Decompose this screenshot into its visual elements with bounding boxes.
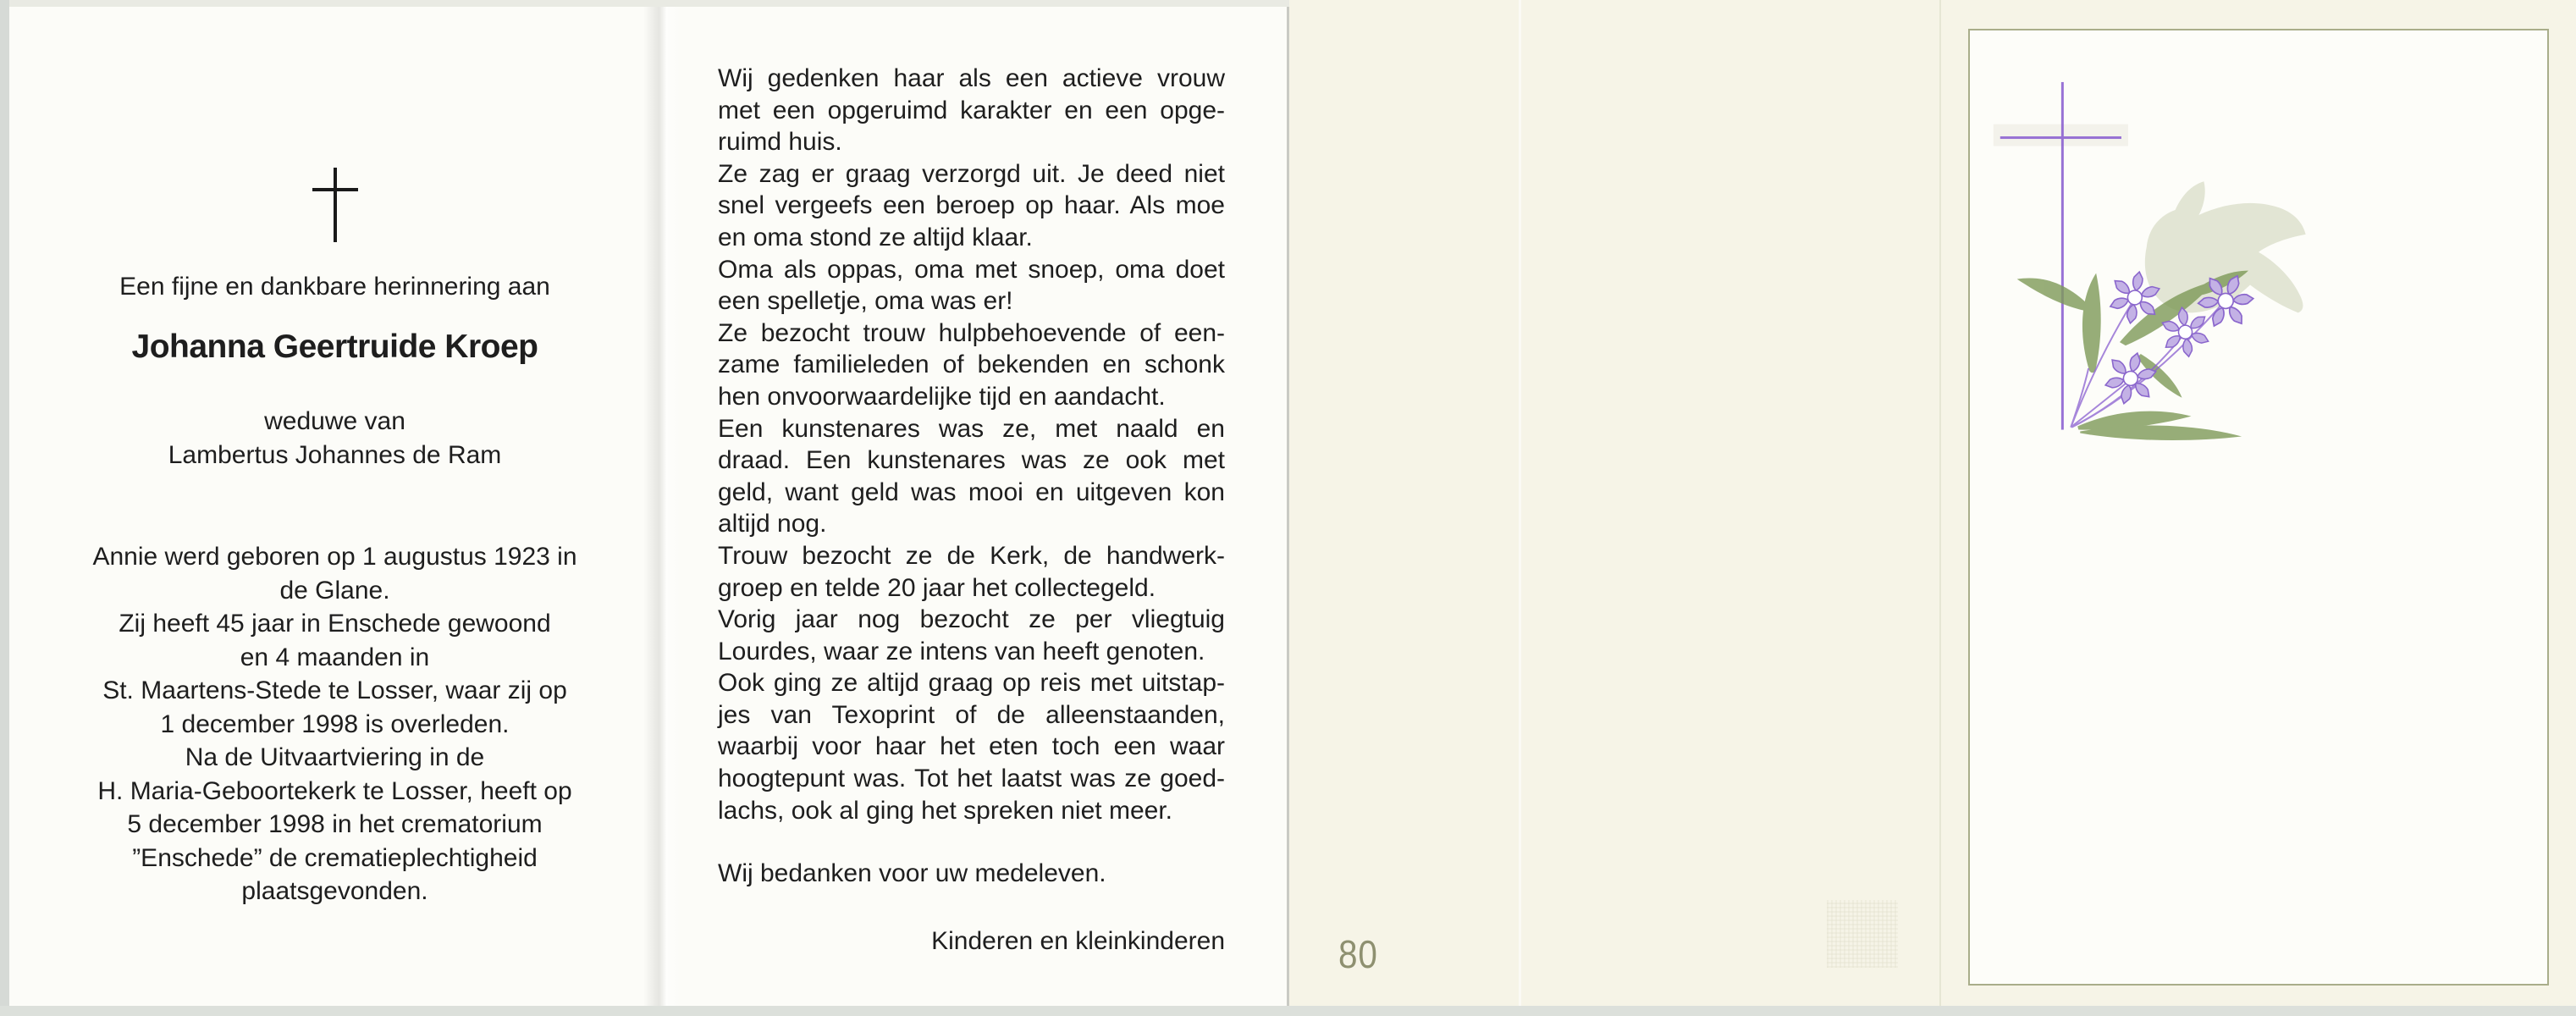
text-line: Ze bezocht trouw hulpbehoevende of een- [718, 318, 1225, 347]
paragraph [718, 63, 1225, 158]
text-line: hoogtepunt was. Tot het laatst was ze goed- [718, 765, 1225, 793]
text-line: ruimd huis. [718, 128, 842, 157]
text-line: Oma als oppas, oma met snoep, oma doet [718, 255, 1225, 284]
text-line: groep en telde 20 jaar het collectegeld. [718, 573, 1156, 602]
biography-text [9, 540, 660, 908]
text-line: jes van Texoprint of de alleenstaanden, [718, 700, 1225, 729]
memorial-text [718, 63, 1225, 957]
closing-line: Wij bedanken voor uw medeleven. [718, 859, 1106, 888]
print-smudge [1994, 124, 2128, 146]
cross-icon [308, 168, 362, 242]
intro-line: Een fijne en dankbare herinnering aan [119, 273, 550, 301]
text-line: Een kunstenares was ze, met naald en [718, 414, 1225, 443]
paragraph [718, 318, 1225, 413]
text-line: ”Enschede” de crematieplechtigheid [132, 843, 538, 872]
front-cover-panel [1968, 29, 2549, 986]
text-line: 1 december 1998 is overleden. [160, 710, 510, 738]
text-line: waarbij voor haar het eten toch een waar [718, 732, 1225, 761]
text-line: Ook ging ze altijd graag op reis met uitstap- [718, 669, 1225, 698]
paragraph [718, 413, 1225, 540]
memorial-paragraphs [718, 63, 1225, 826]
text-line: H. Maria-Geboortekerk te Losser, heeft op [97, 776, 572, 805]
signature-line: Kinderen en kleinkinderen [931, 926, 1225, 955]
text-line: 5 december 1998 in het crematorium [127, 810, 543, 838]
text-line: Lourdes, waar ze intens van heeft genoten. [718, 637, 1205, 665]
paragraph [718, 254, 1225, 318]
flower-icon [2099, 347, 2161, 411]
paragraph [718, 667, 1225, 826]
text-line: Wij gedenken haar als een actieve vrouw [718, 64, 1225, 92]
text-line: lachs, ook al ging het spreken niet meer. [718, 796, 1172, 825]
card-fold-seam [643, 7, 681, 1009]
scan-edge-top [0, 0, 1289, 7]
text-line: Lambertus Johannes de Ram [168, 441, 502, 469]
text-line: Na de Uitvaartviering in de [185, 743, 485, 771]
paragraph [718, 540, 1225, 604]
paragraph [718, 158, 1225, 254]
fold-crease [1519, 0, 1521, 1006]
embossed-stamp [1827, 900, 1898, 968]
text-line: zame familieleden of bekenden en schonk [718, 351, 1225, 379]
text-line: Zij heeft 45 jaar in Enschede gewoond [119, 610, 551, 638]
left-inner-page [9, 7, 660, 1009]
page-edge-line [1287, 3, 1289, 1013]
deceased-name: Johanna Geertruide Kroep [131, 329, 538, 365]
text-line: een spelletje, oma was er! [718, 287, 1013, 316]
fold-crease [1939, 0, 1941, 1006]
text-line: de Glane. [279, 576, 390, 605]
text-line: hen onvoorwaardelijke tijd en aandacht. [718, 382, 1166, 411]
text-line: met een opgeruimd karakter en een opge- [718, 96, 1225, 124]
scan-edge-bottom [0, 1006, 2576, 1016]
text-line: Annie werd geboren op 1 augustus 1923 in [92, 543, 577, 571]
text-line: draad. Een kunstenares was ze ook met [718, 446, 1225, 475]
text-line: Trouw bezocht ze de Kerk, de handwerk- [718, 541, 1225, 570]
text-line: en oma stond ze altijd klaar. [718, 223, 1033, 251]
relation-lines [9, 405, 660, 472]
right-inner-page [660, 7, 1289, 1009]
cross-vertical-bar [334, 168, 337, 242]
text-line: Ze zag er graag verzorgd uit. Je deed niet [718, 159, 1225, 188]
text-line: en 4 maanden in [240, 643, 430, 671]
cross-horizontal-bar [312, 188, 358, 191]
text-line: altijd nog. [718, 510, 827, 538]
text-line: geld, want geld was mooi en uitgeven kon [718, 478, 1225, 506]
scan-edge-left [0, 0, 9, 1016]
text-line: snel vergeefs een beroep op haar. Als moe [718, 191, 1225, 220]
text-line: Vorig jaar nog bezocht ze per vliegtuig [718, 605, 1225, 634]
paragraph [718, 604, 1225, 667]
text-line: plaatsgevonden. [241, 877, 428, 905]
cover-decoration [1970, 30, 2547, 984]
text-line: weduwe van [264, 407, 405, 435]
text-line: St. Maartens-Stede te Losser, waar zij op [102, 676, 567, 704]
page-number: 80 [1338, 932, 1378, 976]
